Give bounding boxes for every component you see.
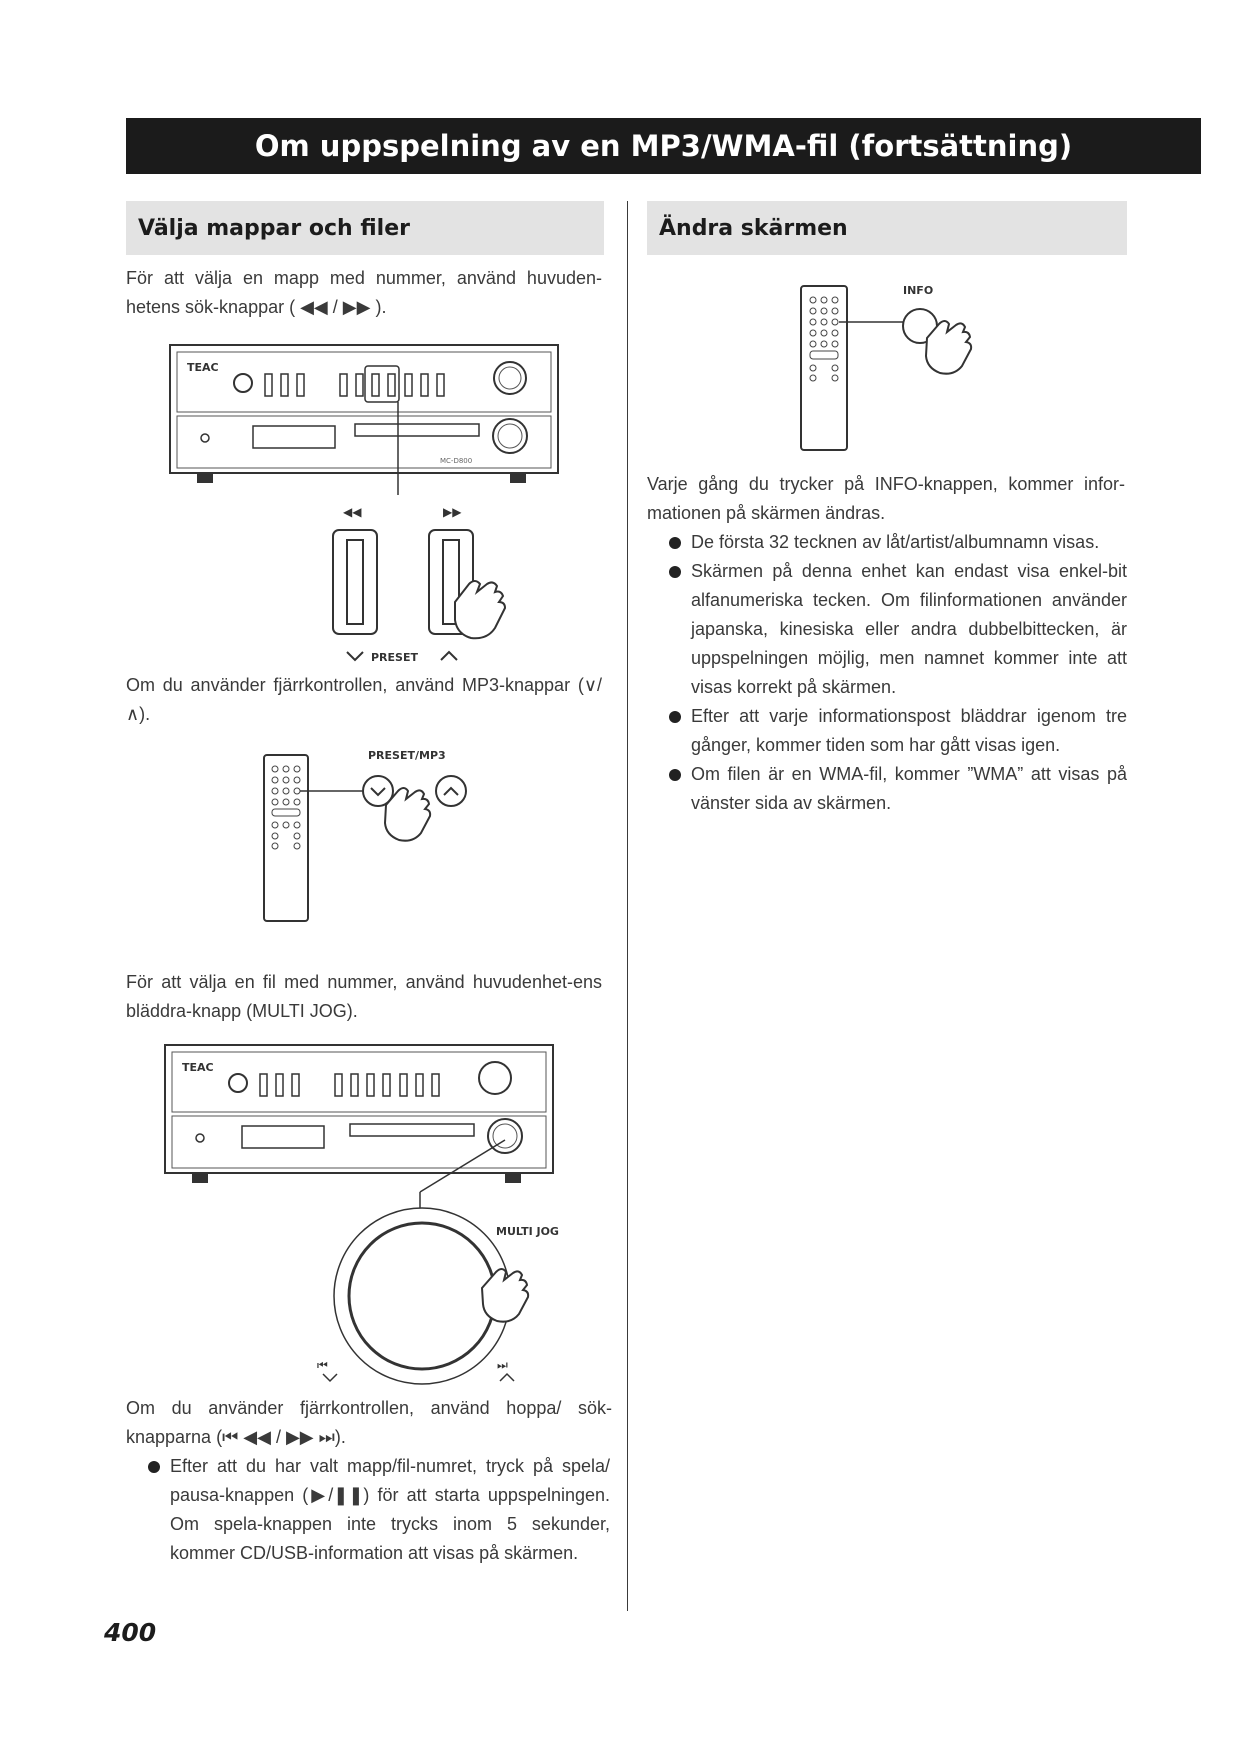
page-title: Om uppspelning av en MP3/WMA-fil (fortsättning) xyxy=(254,129,1073,163)
unit2-brand: TEAC xyxy=(182,1061,214,1074)
paragraph-remote-mp3: Om du använder fjärrkontrollen, använd MP3-knappar (∨/∧). xyxy=(126,675,602,724)
figure-remote-preset-mp3 xyxy=(258,745,488,925)
figure-multi-jog xyxy=(160,1040,570,1385)
multi-jog-label: MULTI JOG xyxy=(496,1225,559,1238)
section-heading-folders-files: Välja mappar och filer xyxy=(126,201,604,255)
figure-remote-info xyxy=(795,282,995,452)
section-heading-change-display: Ändra skärmen xyxy=(647,201,1127,255)
column-divider xyxy=(627,201,628,1611)
unit-brand: TEAC xyxy=(187,361,219,374)
paragraph-remote-skip: Om du använder fjärrkontrollen, använd hoppa/ sök-knapparna (⏮ ◀◀ / ▶▶ ⏭). xyxy=(126,1398,612,1447)
preset-label: PRESET xyxy=(371,651,418,664)
paragraph-file-select: För att välja en fil med nummer, använd huvudenhet-ens bläddra-knapp (MULTI JOG). xyxy=(126,972,602,1021)
paragraph-folder-select: För att välja en mapp med nummer, använd huvuden-hetens sök-knappar ( ◀◀ / ▶▶ ). xyxy=(126,268,602,317)
unit-model: MC-D800 xyxy=(440,457,473,465)
bullet-item: Om filen är en WMA-fil, kommer ”WMA” att visas på vänster sida av skärmen. xyxy=(669,760,1127,818)
preset-mp3-label: PRESET/MP3 xyxy=(368,749,446,762)
bullet-item: Efter att varje informationspost bläddrar igenom tre gånger, kommer tiden som har gått visas igen. xyxy=(669,702,1127,760)
page-title-bar xyxy=(126,118,1201,174)
bullet-item: Efter att du har valt mapp/fil-numret, tryck på spela/ pausa-knappen (▶/❚❚) för att starta uppspelningen. Om spela-knappen inte trycks inom 5 sekunder, kommer CD/USB-information att visas på skärmen. xyxy=(148,1452,610,1568)
paragraph-info-button: Varje gång du trycker på INFO-knappen, kommer infor-mationen på skärmen ändras. xyxy=(647,474,1125,523)
page-number: 400 xyxy=(104,1618,157,1647)
skip-back-symbol: ⏮ xyxy=(317,1358,328,1372)
figure-main-unit-search-buttons xyxy=(165,340,565,670)
info-label: INFO xyxy=(903,284,934,297)
skip-forward-symbol: ⏭ xyxy=(497,1358,508,1372)
bullet-item: De första 32 tecknen av låt/artist/albumnamn visas. xyxy=(669,528,1127,557)
bullet-list-left xyxy=(148,1452,610,1568)
rewind-symbol: ◀◀ xyxy=(343,505,362,519)
bullet-list-right xyxy=(669,528,1127,818)
forward-symbol: ▶▶ xyxy=(443,505,462,519)
bullet-item: Skärmen på denna enhet kan endast visa enkel-bit alfanumeriska tecken. Om filinformationen använder japanska, kinesiska eller andra dubbelbittecken, är uppspelningen möjlig, men namnet kommer inte att visas korrekt på skärmen. xyxy=(669,557,1127,702)
